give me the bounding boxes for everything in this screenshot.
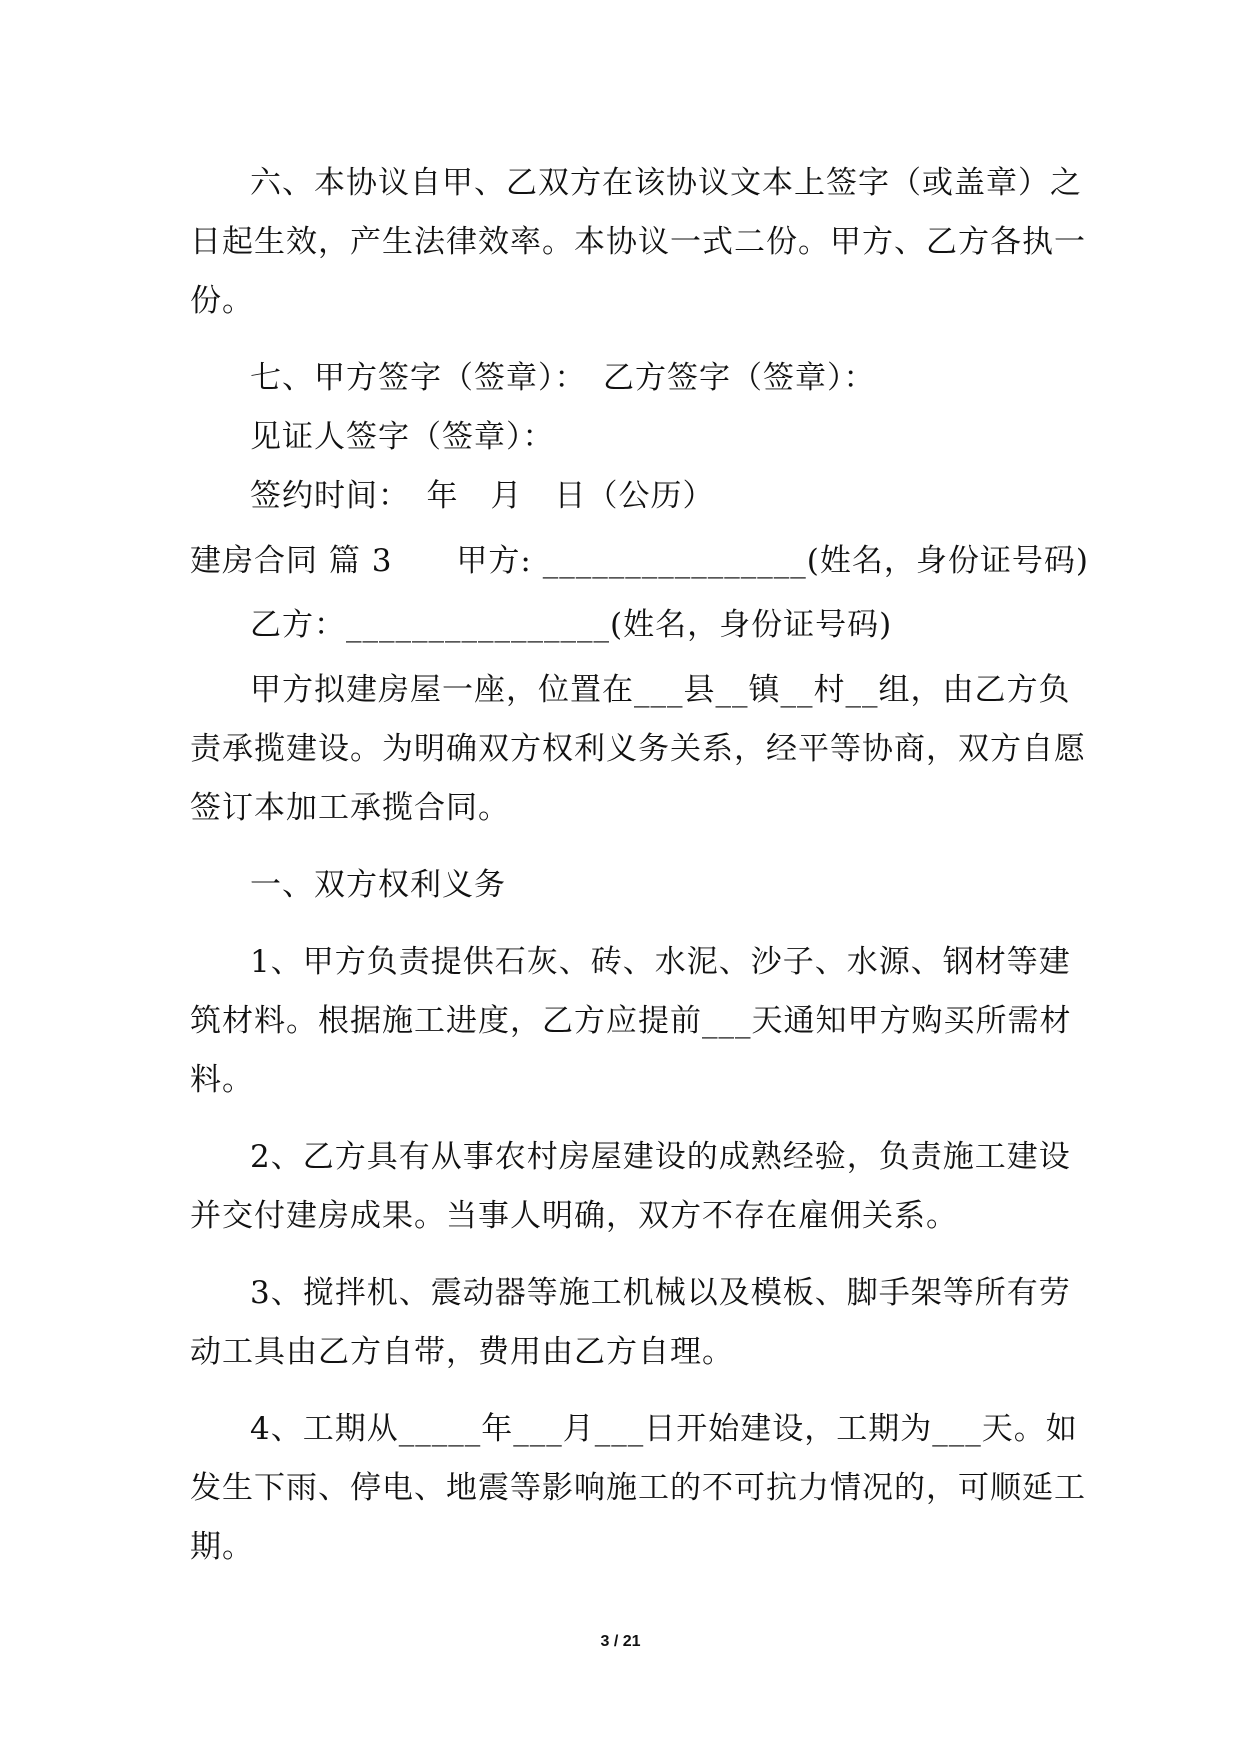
clause-2-line-1: 2、乙方具有从事农村房屋建设的成熟经验，负责施工建设: [250, 1139, 1071, 1175]
clause-1-line-2: 筑材料。根据施工进度，乙方应提前___天通知甲方购买所需材: [190, 1003, 1072, 1039]
page-number: 3 / 21: [600, 1633, 641, 1650]
clause-3-line-2: 动工具由乙方自带，费用由乙方自理。: [190, 1334, 734, 1370]
intro-line-3: 签订本加工承揽合同。: [190, 790, 510, 826]
clause-1-line-3: 料。: [190, 1062, 254, 1098]
party-b-line: 乙方：________________(姓名，身份证号码): [250, 607, 893, 643]
paragraph-6-line-2: 日起生效，产生法律效率。本协议一式二份。甲方、乙方各执一: [190, 224, 1086, 260]
clause-1-line-1: 1、甲方负责提供石灰、砖、水泥、沙子、水源、钢材等建: [250, 944, 1071, 980]
clause-4-line-1: 4、工期从_____年___月___日开始建设，工期为___天。如: [250, 1411, 1078, 1447]
signing-date-line: 签约时间： 年 月 日（公历）: [250, 478, 715, 514]
paragraph-6-line-3: 份。: [190, 283, 254, 319]
paragraph-6-line-1: 六、本协议自甲、乙双方在该协议文本上签字（或盖章）之: [250, 165, 1082, 201]
signature-line: 七、甲方签字（签章）： 乙方签字（签章）：: [250, 360, 876, 396]
section-heading: 一、双方权利义务: [250, 867, 506, 903]
clause-4-line-2: 发生下雨、停电、地震等影响施工的不可抗力情况的，可顺延工: [190, 1470, 1086, 1506]
intro-line-1: 甲方拟建房屋一座，位置在___县__镇__村__组，由乙方负: [250, 672, 1071, 708]
clause-2-line-2: 并交付建房成果。当事人明确，双方不存在雇佣关系。: [190, 1198, 958, 1234]
contract-heading-line: 建房合同 篇 3 甲方: ________________(姓名，身份证号码): [190, 543, 1089, 579]
clause-4-line-3: 期。: [190, 1529, 254, 1565]
witness-line: 见证人签字（签章）：: [250, 419, 555, 455]
intro-line-2: 责承揽建设。为明确双方权利义务关系，经平等协商，双方自愿: [190, 731, 1086, 767]
clause-3-line-1: 3、搅拌机、震动器等施工机械以及模板、脚手架等所有劳: [250, 1275, 1071, 1311]
